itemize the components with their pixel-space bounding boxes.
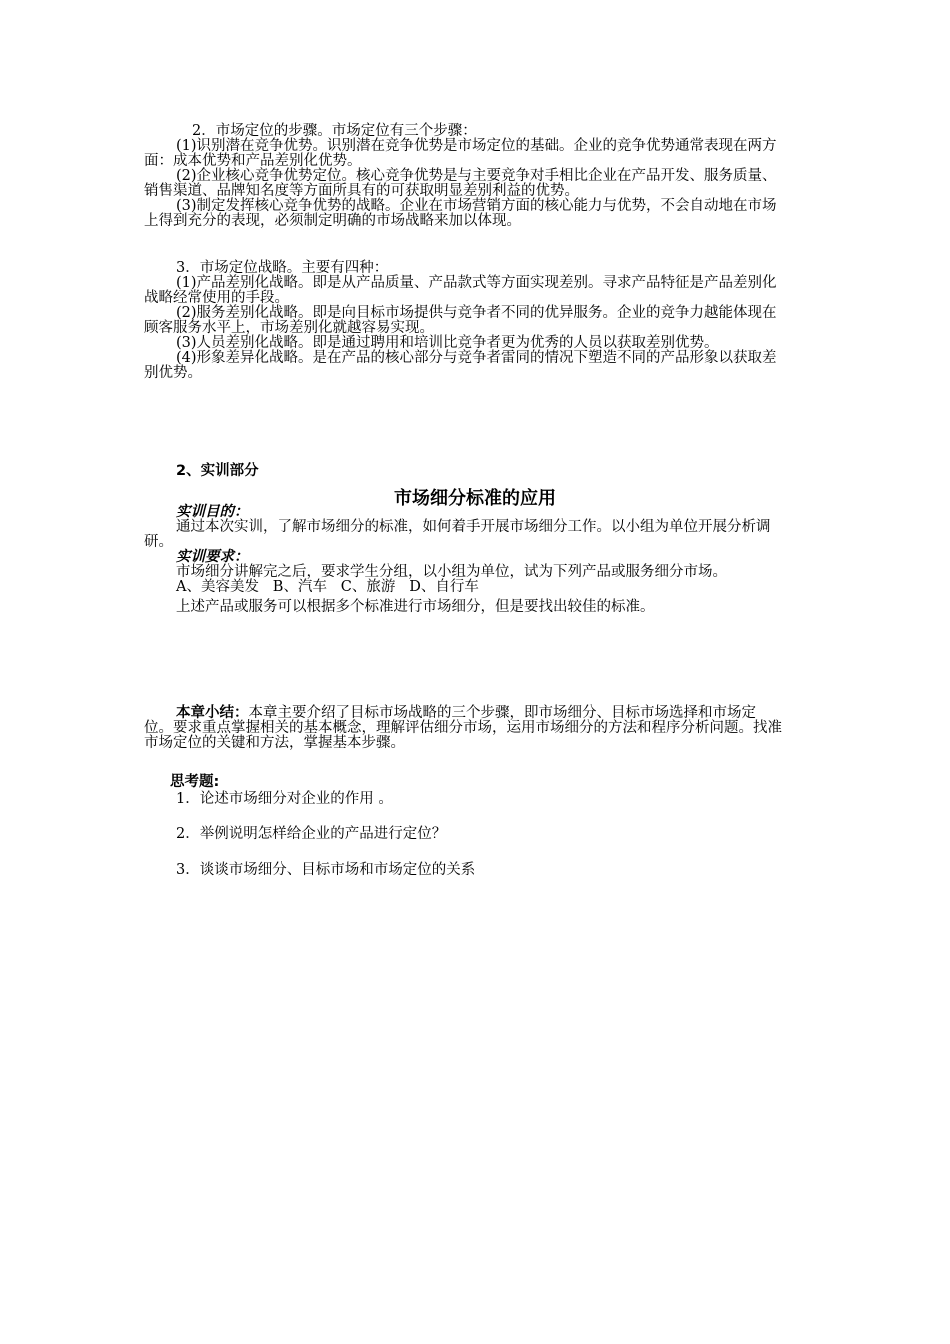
training-note: 上述产品或服务可以根据多个标准进行市场细分，但是要找出较佳的标准。 bbox=[176, 599, 655, 615]
strategy-2-paragraph: (2)服务差别化战略。即是向目标市场提供与竞争者不同的优异服务。企业的竞争力越能体现在顾客服务水平上，市场差别化就越容易实现。 bbox=[144, 305, 777, 336]
training-section-label: 2、实训部分 bbox=[176, 463, 259, 479]
positioning-steps-heading: 2．市场定位的步骤。市场定位有三个步骤： bbox=[192, 123, 477, 139]
strategy-3-paragraph: (3)人员差别化战略。即是通过聘用和培训比竞争者更为优秀的人员以获取差别优势。 bbox=[176, 335, 719, 351]
training-title: 市场细分标准的应用 bbox=[394, 488, 556, 509]
training-options: A、美容美发 B、汽车 C、旅游 D、自行车 bbox=[176, 579, 479, 595]
training-body bbox=[144, 505, 784, 615]
training-purpose-label: 实训目的： bbox=[176, 504, 249, 520]
training-purpose-text: 通过本次实训，了解市场细分的标准，如何着手开展市场细分工作。以小组为单位开展分析调研。 bbox=[144, 519, 771, 550]
question-3: 3．谈谈市场细分、目标市场和市场定位的关系 bbox=[176, 862, 476, 878]
questions-label: 思考题: bbox=[170, 774, 220, 790]
summary-label: 本章小结： bbox=[176, 705, 249, 721]
positioning-strategies-section bbox=[144, 261, 784, 381]
summary-text: 本章主要介绍了目标市场战略的三个步骤，即市场细分、目标市场选择和市场定位。要求重点掌握相关的基本概念，理解评估细分市场，运用市场细分的方法和程序分析问题。找准市场定位的关键和方法，掌握基本步骤。 bbox=[144, 705, 782, 751]
strategy-1-paragraph: (1)产品差别化战略。即是从产品质量、产品款式等方面实现差别。寻求产品特征是产品差别化战略经常使用的手段。 bbox=[144, 275, 777, 306]
step-3-paragraph: (3)制定发挥核心竞争优势的战略。企业在市场营销方面的核心能力与优势，不会自动地在市场上得到充分的表现，必须制定明确的市场战略来加以体现。 bbox=[144, 198, 777, 229]
training-requirements-label: 实训要求： bbox=[176, 549, 249, 565]
strategies-heading: 3．市场定位战略。主要有四种： bbox=[176, 260, 389, 276]
question-1: 1．论述市场细分对企业的作用 。 bbox=[176, 791, 393, 807]
question-2: 2．举例说明怎样给企业的产品进行定位？ bbox=[176, 826, 447, 842]
chapter-summary bbox=[144, 706, 784, 751]
step-1-paragraph: (1)识别潜在竞争优势。识别潜在竞争优势是市场定位的基础。企业的竞争优势通常表现在两方面：成本优势和产品差别化优势。 bbox=[144, 138, 777, 169]
training-requirements-text: 市场细分讲解完之后，要求学生分组，以小组为单位，试为下列产品或服务细分市场。 bbox=[176, 564, 727, 580]
step-2-paragraph: (2)企业核心竞争优势定位。核心竞争优势是与主要竞争对手相比企业在产品开发、服务质量、销售渠道、品牌知名度等方面所具有的可获取明显差别利益的优势。 bbox=[144, 168, 777, 199]
positioning-steps-section bbox=[144, 124, 784, 229]
strategy-4-paragraph: (4)形象差异化战略。是在产品的核心部分与竞争者雷同的情况下塑造不同的产品形象以获取差别优势。 bbox=[144, 350, 777, 381]
